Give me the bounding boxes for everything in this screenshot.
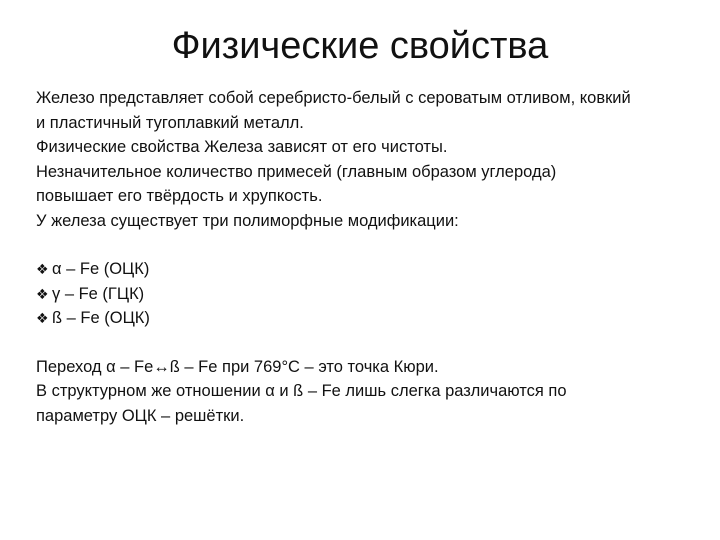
paragraph-line: Физические свойства Железа зависят от его чистоты. [36,138,448,156]
slide-body [36,86,696,428]
bullet-text: α – Fe (ОЦК) [52,260,150,278]
closing-line: Переход α – Fe↔ß – Fe при 769°C – это точка Кюри. [36,357,439,376]
bullet-item [36,306,696,331]
bullet-item [36,257,696,282]
paragraph-line: и пластичный тугоплавкий металл. [36,113,304,132]
spacer [36,331,696,355]
closing-line: параметру ОЦК – решётки. [36,406,245,425]
paragraph-line: У железа существует три полиморфные модификации: [36,211,459,230]
paragraph-line: Железо представляет собой серебристо-белый с сероватым отливом, ковкий [36,89,631,107]
paragraph-line: Незначительное количество примесей (главным образом углерода) [36,162,557,181]
diamond-bullet-icon: ❖ [36,285,49,302]
bullet-text: ß – Fe (ОЦК) [52,309,150,327]
bullet-item [36,282,696,307]
paragraph-line: повышает его твёрдость и хрупкость. [36,187,323,205]
bullet-text: γ – Fe (ГЦК) [52,284,145,303]
diamond-bullet-icon: ❖ [36,261,49,277]
slide-title: Физические свойства [171,25,549,67]
diamond-bullet-icon: ❖ [36,310,49,326]
closing-line: В структурном же отношении α и ß – Fe лишь слегка различаются по [36,382,567,400]
spacer [36,233,696,257]
